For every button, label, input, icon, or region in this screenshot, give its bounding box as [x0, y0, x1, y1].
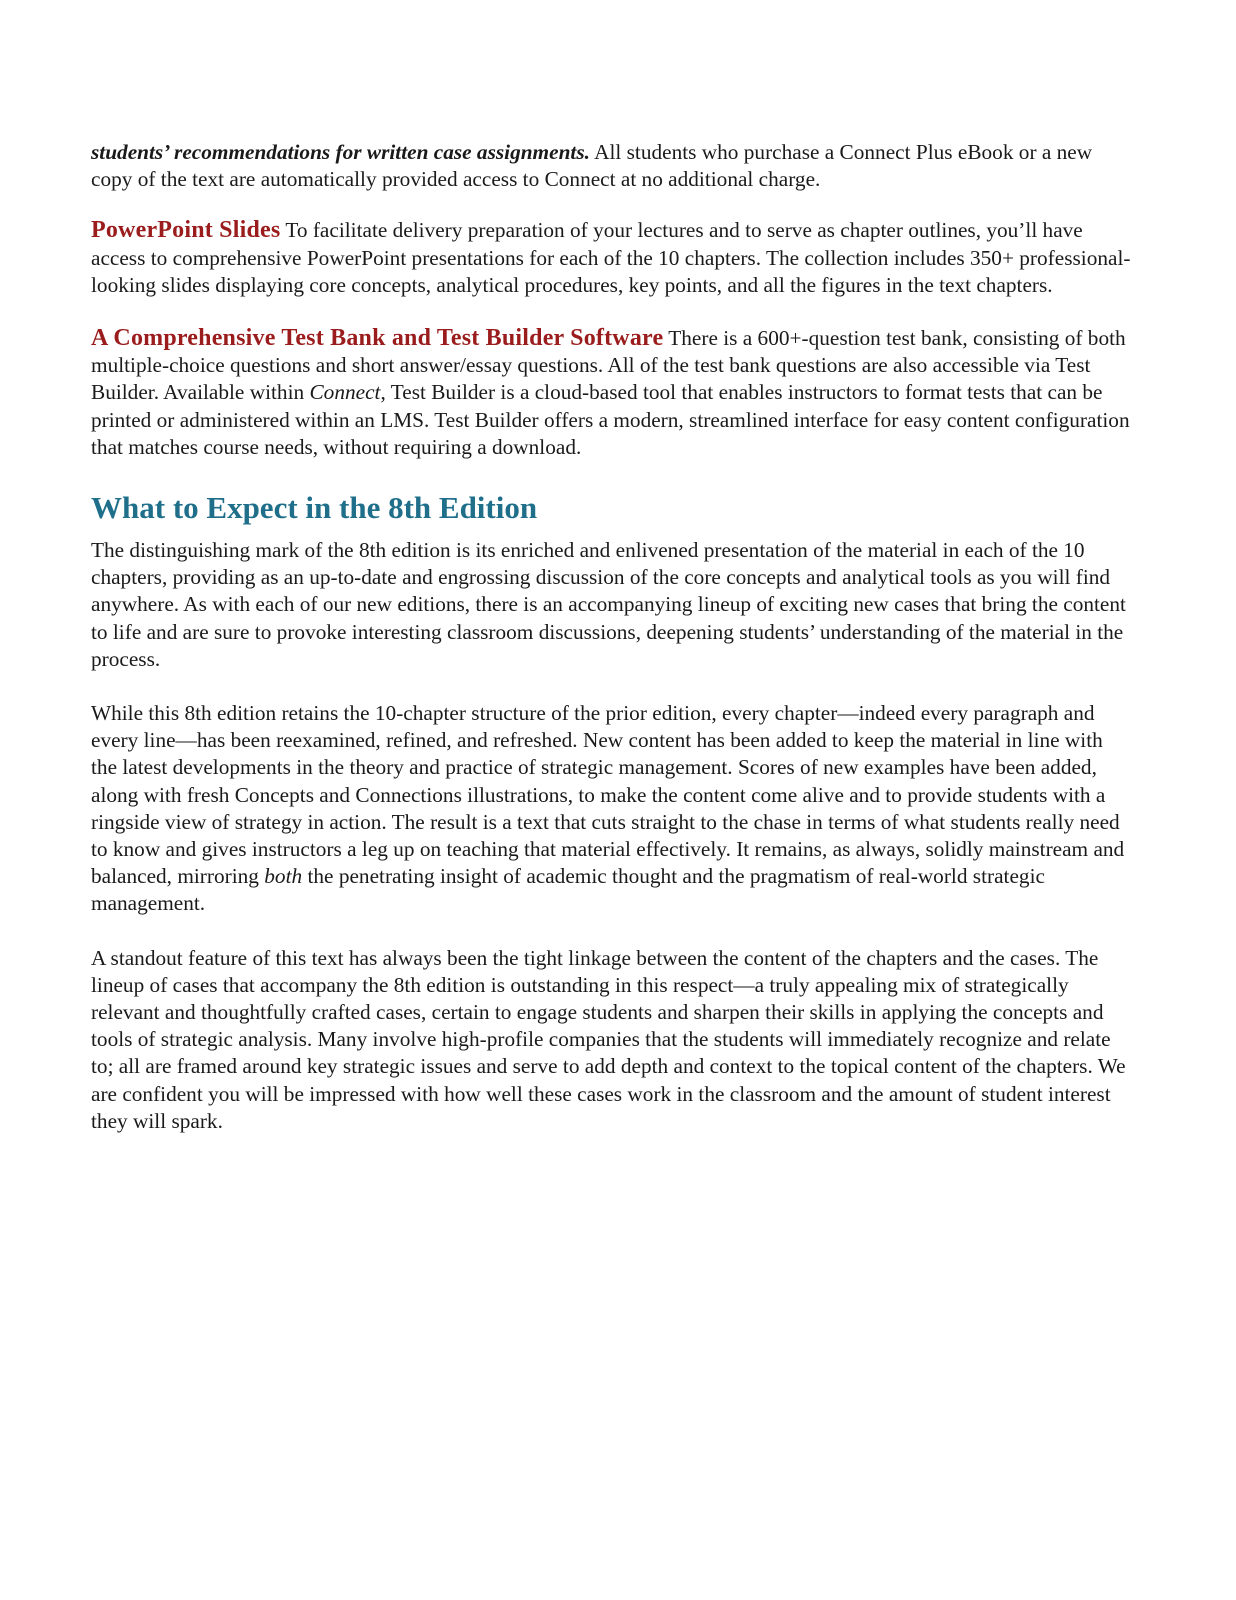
section-heading: What to Expect in the 8th Edition	[91, 490, 538, 526]
paragraph-text: To facilitate delivery preparation of your lectures and to serve as chapter outlines, you’ll have access to comprehensive PowerPoint presentations for each of the 10 chapters. The collection includes 350+ professional-looking slides displaying core concepts, analytical procedures, key points, and all the figures in the text chapters.	[91, 218, 1131, 297]
paragraph-text: , Test Builder is a cloud-based tool that enables instructors to format tests that can be printed or administered within an LMS. Test Builder offers a modern, streamlined interface for easy content configuration that matches course needs, without requiring a download.	[91, 380, 1130, 459]
paragraph-text: the penetrating insight of academic thought and the pragmatism of real-world strategic management.	[91, 864, 1045, 916]
paragraph-text: All students who purchase a Connect Plus eBook or a new copy of the text are automatically provided access to Connect at no additional charge.	[91, 140, 1093, 192]
document-page	[91, 139, 1131, 1135]
paragraph-text: A standout feature of this text has always been the tight linkage between the content of the chapters and the cases. The lineup of cases that accompany the 8th edition is outstanding in this respect—a truly appealing mix of strategically relevant and thoughtfully crafted cases, certain to engage students and sharpen their skills in applying the concepts and tools of strategic analysis. Many involve high-profile companies that the students will immediately recognize and relate to; all are framed around key strategic issues and serve to add depth and context to the topical content of the chapters. We are confident you will be impressed with how well these cases work in the classroom and the amount of student interest they will spark.	[91, 945, 1126, 1133]
italic-connect: Connect	[309, 380, 381, 405]
inline-heading-powerpoint: PowerPoint Slides	[91, 217, 281, 244]
paragraph-test-bank	[91, 325, 1131, 461]
paragraph-powerpoint-slides	[91, 217, 1131, 299]
paragraph-chapter-structure	[91, 700, 1131, 918]
paragraph-text: The distinguishing mark of the 8th edition is its enriched and enlivened presentation of the material in each of the 10 chapters, providing as an up-to-date and engrossing discussion of the core concepts and analytical tools as you will find anywhere. As with each of our new editions, there is an accompanying lineup of exciting new cases that bring the content to life and are sure to provoke interesting classroom discussions, deepening students’ understanding of the material in the process.	[91, 538, 1126, 671]
lead-phrase: students’ recommendations for written case assignments.	[91, 140, 590, 164]
paragraph-text: While this 8th edition retains the 10-chapter structure of the prior edition, every chapter—indeed every paragraph and every line—has been reexamined, refined, and refreshed. New content has been added to keep the material in line with the latest developments in the theory and practice of strategic management. Scores of new examples have been added, along with fresh Concepts and Connections illustrations, to make the content come alive and to provide students with a ringside view of strategy in action. The result is a text that cuts straight to the chase in terms of what students really need to know and gives instructors a leg up on teaching that material effectively. It remains, as always, solidly mainstream and balanced, mirroring	[91, 701, 1125, 889]
paragraph-connect-access	[91, 139, 1131, 193]
italic-both: both	[264, 864, 303, 889]
paragraph-text: There is a 600+-question test bank, consisting of both multiple-choice questions and short answer/essay questions. All of the test bank questions are also accessible via Test Builder. Available within	[91, 326, 1126, 405]
inline-heading-test-bank: A Comprehensive Test Bank and Test Builder Software	[91, 325, 664, 352]
paragraph-distinguishing-mark	[91, 537, 1131, 673]
paragraph-cases-linkage	[91, 945, 1131, 1135]
